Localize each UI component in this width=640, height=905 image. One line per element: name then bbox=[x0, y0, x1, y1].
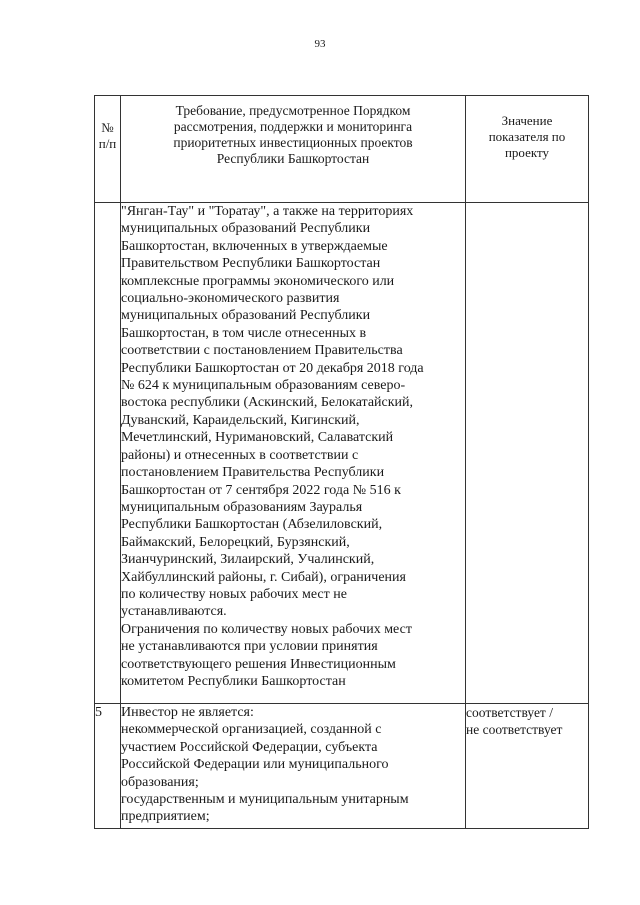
header-value-cell bbox=[466, 96, 589, 203]
table-row-continuation bbox=[95, 203, 589, 704]
requirement-text-line: комитетом Республики Башкортостан bbox=[121, 673, 346, 689]
row-value-cell bbox=[466, 704, 589, 829]
requirement-text-line: муниципальным образованиям Зауралья bbox=[121, 499, 363, 515]
header-requirement-line: приоритетных инвестиционных проектов bbox=[173, 135, 413, 150]
header-requirement-line: Требование, предусмотренное Порядком bbox=[175, 103, 411, 118]
requirement-text-line: Дуванский, Караидельский, Кигинский, bbox=[121, 412, 360, 428]
requirement-text-line: комплексные программы экономического или bbox=[121, 273, 395, 289]
requirement-text-line: не устанавливаются при условии принятия bbox=[121, 639, 378, 655]
header-value-line: проекту bbox=[504, 145, 550, 160]
requirement-text-line: Хайбуллинский районы, г. Сибай), ограничения bbox=[121, 569, 406, 585]
requirement-text-line: Республики Башкортостан (Абзелиловский, bbox=[121, 517, 383, 533]
row-requirement-cell bbox=[121, 704, 466, 829]
requirement-text-line: по количеству новых рабочих мест не bbox=[121, 586, 347, 602]
header-value-line: Значение bbox=[501, 113, 553, 128]
header-value-line: показателя по bbox=[488, 129, 566, 144]
row-number-cell bbox=[95, 203, 121, 704]
requirement-text-line: участием Российской Федерации, субъекта bbox=[121, 739, 378, 755]
requirement-text-line: муниципальных образований Республики bbox=[121, 221, 371, 237]
table-header-row bbox=[95, 96, 589, 203]
header-number-line: п/п bbox=[98, 136, 117, 151]
value-text-line: не соответствует bbox=[466, 722, 563, 737]
requirement-text-line: соответствующего решения Инвестиционным bbox=[121, 656, 396, 672]
requirement-text-line: Баймакский, Белорецкий, Бурзянский, bbox=[121, 534, 350, 550]
requirement-text-line: Инвестор не является: bbox=[121, 705, 254, 720]
requirement-text-line: Зианчуринский, Зилаирский, Учалинский, bbox=[121, 552, 375, 568]
requirement-text-line: № 624 к муниципальным образованиям северо- bbox=[121, 378, 406, 394]
requirement-text-line: востока республики (Аскинский, Белокатайский, bbox=[121, 395, 414, 411]
header-number-line: № bbox=[101, 120, 114, 135]
requirement-text-line: районы) и отнесенных в соответствии с bbox=[121, 447, 359, 463]
requirement-text-line: социально-экономического развития bbox=[121, 291, 340, 307]
requirement-text-line: Башкортостан, в том числе отнесенных в bbox=[121, 325, 367, 341]
header-number-cell bbox=[95, 96, 121, 203]
table-row-5 bbox=[95, 704, 589, 829]
requirement-text-line: устанавливаются. bbox=[121, 604, 227, 620]
requirement-text-line: некоммерческой организацией, созданной с bbox=[121, 722, 382, 738]
requirement-text-line: образования; bbox=[121, 774, 199, 790]
requirement-text-line: Башкортостан, включенных в утверждаемые bbox=[121, 238, 388, 254]
header-requirement-cell bbox=[121, 96, 466, 203]
requirement-text-line: Ограничения по количеству новых рабочих мест bbox=[121, 621, 412, 637]
row-value-cell bbox=[466, 203, 589, 704]
requirement-text-line: постановлением Правительства Республики bbox=[121, 465, 385, 481]
requirement-text-line: Российской Федерации или муниципального bbox=[121, 757, 389, 773]
requirement-text-line: "Янган-Тау" и "Торатау", а также на территориях bbox=[121, 204, 414, 219]
requirement-text-line: предприятием; bbox=[121, 809, 210, 825]
requirement-text-line: муниципальных образований Республики bbox=[121, 308, 371, 324]
requirement-text-line: Башкортостан от 7 сентября 2022 года № 516 к bbox=[121, 482, 401, 498]
header-requirement-line: рассмотрения, поддержки и мониторинга bbox=[173, 119, 413, 134]
row-number-cell: 5 bbox=[95, 704, 121, 829]
value-text-line: соответствует / bbox=[466, 705, 553, 720]
requirement-text-line: государственным и муниципальным унитарным bbox=[121, 792, 409, 808]
header-requirement-line: Республики Башкортостан bbox=[216, 151, 370, 166]
row-requirement-cell bbox=[121, 203, 466, 704]
requirements-table bbox=[94, 95, 589, 829]
requirement-text-line: соответствии с постановлением Правительства bbox=[121, 343, 403, 359]
requirement-text-line: Республики Башкортостан от 20 декабря 2018 года bbox=[121, 360, 424, 376]
page-number: 93 bbox=[314, 38, 326, 50]
requirement-text-line: Мечетлинский, Нуримановский, Салаватский bbox=[121, 430, 394, 446]
requirement-text-line: Правительством Республики Башкортостан bbox=[121, 256, 381, 272]
